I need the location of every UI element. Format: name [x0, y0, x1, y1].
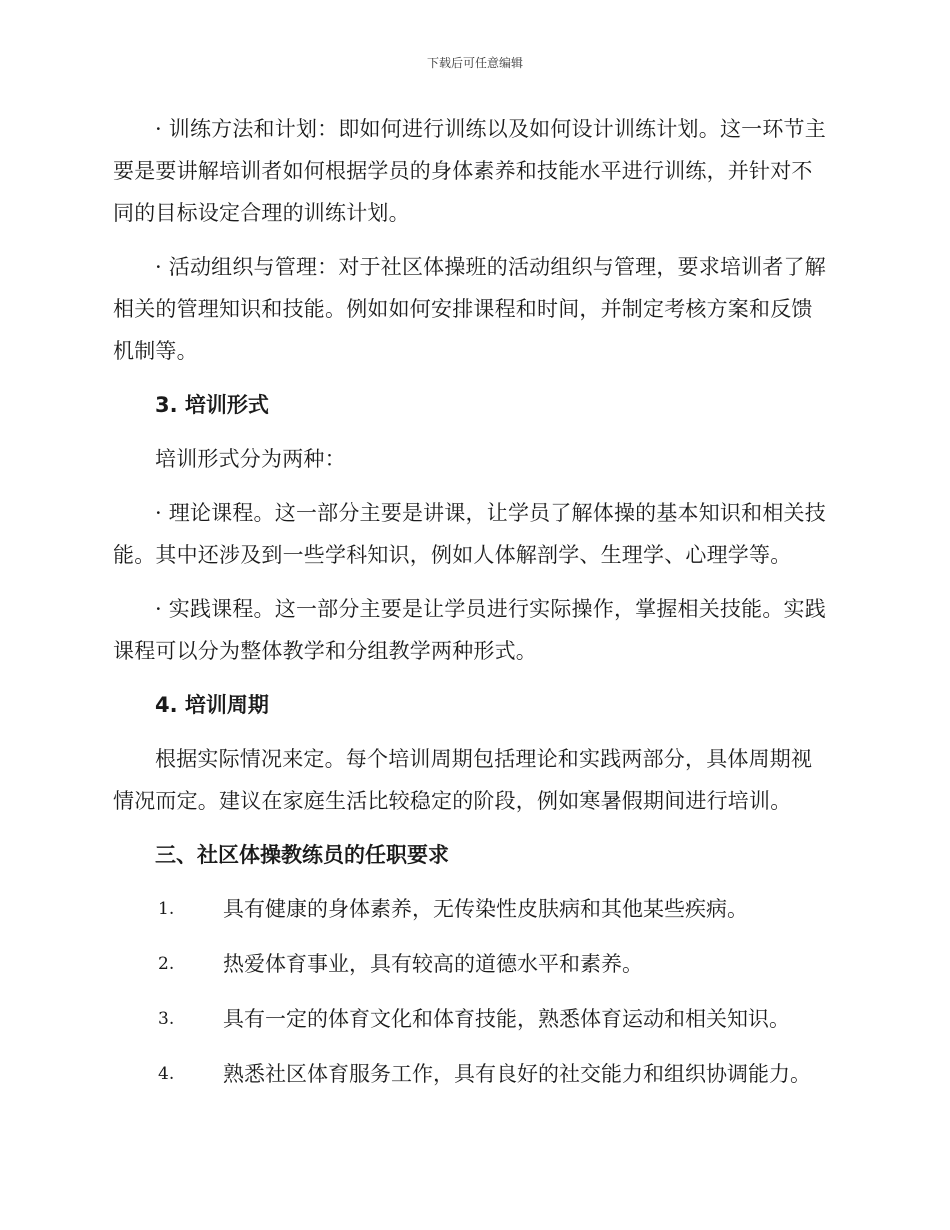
document-body — [113, 108, 833, 1108]
requirement-item — [113, 1053, 833, 1095]
requirement-number: 3. — [158, 1009, 175, 1029]
requirement-number: 2. — [158, 954, 175, 974]
paragraph-training-cycle: 根据实际情况来定。每个培训周期包括理论和实践两部分，具体周期视情况而定。建议在家庭生活比较稳定的阶段，例如寒暑假期间进行培训。 — [113, 747, 813, 813]
requirement-item — [113, 943, 833, 985]
requirement-text: 具有健康的身体素养，无传染性皮肤病和其他某些疾病。 — [223, 897, 748, 921]
requirement-number: 4. — [158, 1064, 175, 1084]
paragraph-training-form-intro: 培训形式分为两种： — [155, 447, 346, 471]
requirement-item — [113, 888, 833, 930]
requirement-text: 热爱体育事业，具有较高的道德水平和素养。 — [223, 952, 643, 976]
paragraph-theory-course: · 理论课程。这一部分主要是讲课，让学员了解体操的基本知识和相关技能。其中还涉及到一些学科知识，例如人体解剖学、生理学、心理学等。 — [113, 501, 826, 567]
heading-training-form: 3. 培训形式 — [155, 393, 269, 417]
requirement-item — [113, 998, 833, 1040]
requirement-text: 熟悉社区体育服务工作，具有良好的社交能力和组织协调能力。 — [223, 1062, 811, 1086]
requirement-text: 具有一定的体育文化和体育技能，熟悉体育运动和相关知识。 — [223, 1007, 790, 1031]
paragraph-training-methods: · 训练方法和计划：即如何进行训练以及如何设计训练计划。这一环节主要是要讲解培训者如何根据学员的身体素养和技能水平进行训练，并针对不同的目标设定合理的训练计划。 — [113, 117, 826, 225]
heading-training-cycle: 4. 培训周期 — [155, 693, 269, 717]
paragraph-practice-course: · 实践课程。这一部分主要是让学员进行实际操作，掌握相关技能。实践课程可以分为整体教学和分组教学两种形式。 — [113, 597, 826, 663]
heading-coach-requirements: 三、社区体操教练员的任职要求 — [155, 843, 449, 867]
page-header-note: 下载后可任意编辑 — [426, 56, 523, 70]
requirement-number: 1. — [158, 899, 175, 919]
paragraph-activity-management: · 活动组织与管理：对于社区体操班的活动组织与管理，要求培训者了解相关的管理知识和技能。例如如何安排课程和时间，并制定考核方案和反馈机制等。 — [113, 255, 826, 363]
